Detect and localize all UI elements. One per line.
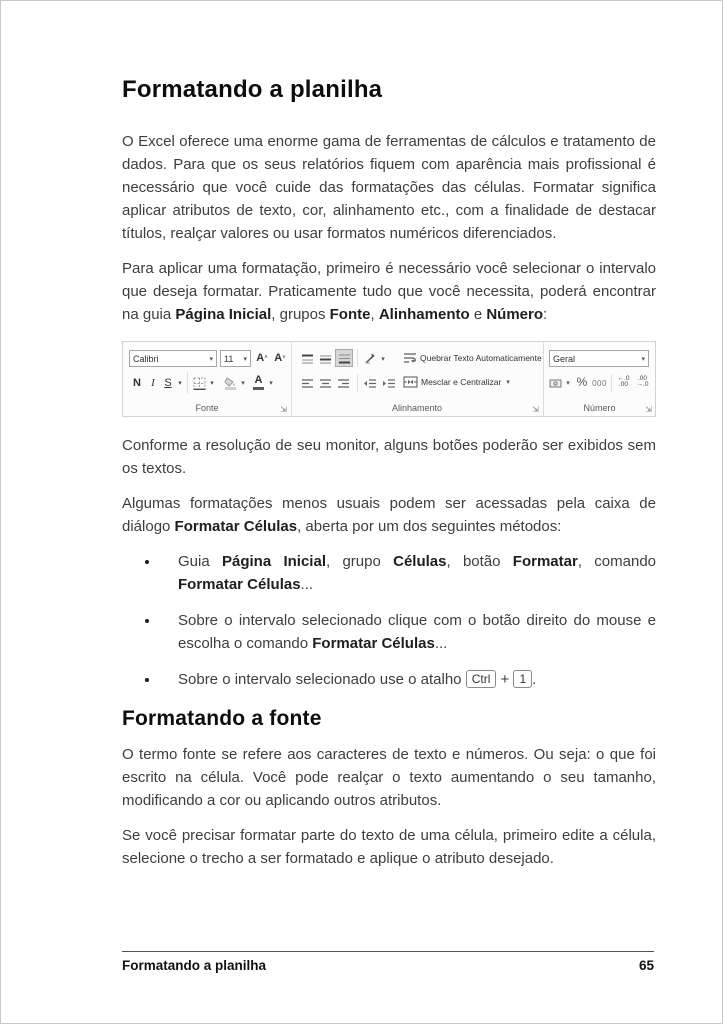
number-format-combo (549, 350, 649, 367)
bold-text-segment: Número (486, 306, 544, 323)
align-middle-icon (319, 354, 332, 365)
align-top-icon (301, 354, 314, 365)
borders-dropdown: ▾ (210, 380, 214, 387)
wrap-text-button (403, 350, 542, 366)
chevron-down-icon: ▾ (209, 355, 213, 363)
accounting-format-icon (549, 378, 562, 389)
paragraph-resolution (122, 434, 656, 480)
text-segment: , (370, 306, 379, 323)
font-color-button (251, 373, 266, 391)
text-segment: + (496, 671, 514, 688)
bold-text-segment: Formatar Células (312, 635, 435, 652)
grow-font-icon: A (256, 352, 265, 364)
chevron-down-icon: ▾ (506, 379, 510, 386)
paragraph-partial-format (122, 824, 656, 870)
text-segment: Se você precisar formatar parte do texto de uma célula, primeiro edite a célula, selecione o trecho a ser formatado e aplique o atributo desejado. (122, 827, 656, 867)
italic-icon: I (151, 377, 155, 389)
group-label-fonte: Fonte (195, 403, 219, 413)
text-segment: , comando (577, 553, 656, 570)
dialog-launcher-icon: ⇲ (280, 405, 287, 414)
align-left-button (299, 375, 315, 391)
ribbon-group-alinhamento (291, 342, 544, 416)
font-size-combo (220, 350, 251, 367)
number-format-value: Geral (553, 353, 576, 364)
italic-button (147, 375, 159, 391)
footer-chapter-title: Formatando a planilha (122, 958, 267, 973)
decrease-decimal-bottom: →.0 (636, 381, 649, 388)
align-top-button (299, 351, 315, 367)
text-segment: Algumas formatações menos usuais podem ser acessadas pela caixa de diálogo (122, 495, 656, 535)
font-color-letter: A (254, 373, 263, 386)
font-name-value: Calibri (133, 353, 159, 364)
text-segment: O Excel oferece uma enorme gama de ferramentas de cálculos e tratamento de dados. Para que os seus relatórios fiquem com aparência mais profissional é necessário que você cuide das formatações das células. Formatar significa aplicar atributos de texto, cor, alinhamento etc., com a finalidade de destacar títulos, realçar valores ou usar formatos numéricos diferenciados. (122, 133, 656, 242)
group-label-numero: Número (583, 403, 616, 413)
align-left-icon (301, 378, 314, 389)
paragraph-apply-format (122, 257, 656, 326)
increase-decimal-bottom: .00 (618, 381, 629, 388)
text-segment: Sobre o intervalo selecionado clique com o botão direito do mouse e escolha o comando (178, 612, 656, 652)
methods-list (122, 550, 656, 691)
underline-icon: S (164, 377, 172, 389)
chevron-down-icon: ▾ (641, 355, 645, 363)
font-color-icon (252, 375, 265, 390)
underline-button (161, 375, 175, 391)
text-segment: . (532, 671, 537, 688)
font-color-dropdown: ▾ (269, 380, 273, 387)
increase-decimal-button (615, 373, 632, 391)
font-size-value: 11 (224, 353, 234, 364)
bold-text-segment: Formatar Células (178, 576, 301, 593)
wrap-text-icon (403, 352, 417, 364)
page-title: Formatando a planilha (122, 76, 383, 103)
orientation-button (362, 351, 378, 367)
text-segment: Para aplicar uma formatação, primeiro é necessário você selecionar o intervalo que deseja formatar. Praticamente tudo que você necessita, poderá encontrar na guia (122, 260, 656, 323)
decrease-indent-button (362, 375, 378, 391)
paragraph-font-term (122, 743, 656, 812)
text-segment: , botão (446, 553, 513, 570)
accounting-format-dropdown: ▾ (566, 380, 570, 387)
align-right-button (335, 375, 351, 391)
key-cap-ctrl: Ctrl (466, 670, 497, 688)
fill-color-button (223, 375, 238, 391)
bold-button (130, 375, 144, 391)
increase-indent-button (381, 375, 397, 391)
decrease-decimal-button (634, 373, 651, 391)
bold-text-segment: Células (393, 553, 447, 570)
align-right-icon (337, 378, 350, 389)
borders-button (192, 375, 207, 391)
comma-style-icon: 000 (592, 378, 607, 388)
shrink-font-button: A ˅ (274, 352, 286, 364)
list-item (160, 668, 656, 691)
text-segment: : (543, 306, 548, 323)
merge-center-label: Mesclar e Centralizar (421, 377, 502, 387)
fill-color-icon (224, 377, 237, 390)
bold-text-segment: Alinhamento (378, 306, 470, 323)
comma-style-button (591, 375, 608, 391)
bold-text-segment: Fonte (329, 306, 371, 323)
text-segment: , grupos (271, 306, 330, 323)
key-cap-1: 1 (513, 670, 532, 688)
wrap-text-label: Quebrar Texto Automaticamente (420, 353, 542, 363)
text-segment: , aberta por um dos seguintes métodos: (297, 518, 562, 535)
paragraph-intro (122, 130, 656, 245)
text-segment: , grupo (325, 553, 394, 570)
dialog-launcher-icon: ⇲ (532, 405, 539, 414)
decrease-indent-icon (363, 378, 377, 389)
bold-text-segment: Página Inicial (221, 553, 326, 570)
excel-ribbon-screenshot (122, 341, 656, 417)
align-bottom-button (335, 349, 353, 367)
underline-dropdown: ▾ (178, 380, 182, 387)
ribbon-group-fonte (123, 342, 292, 416)
orientation-dropdown: ▾ (381, 356, 385, 363)
text-segment: Sobre o intervalo selecionado use o atalho (178, 671, 466, 688)
merge-center-button (403, 374, 510, 390)
text-segment: O termo fonte se refere aos caracteres de texto e números. Ou seja: o que foi escrito na célula. Você pode realçar o texto aumentando o seu tamanho, modificando a cor ou aplicando outros atributos. (122, 746, 656, 809)
borders-icon (193, 377, 206, 390)
align-middle-button (317, 351, 333, 367)
page-footer (122, 951, 654, 973)
bold-text-segment: Página Inicial (175, 306, 272, 323)
fill-color-dropdown: ▾ (241, 380, 245, 387)
list-item (160, 609, 656, 655)
section-title: Formatando a fonte (122, 707, 322, 730)
dialog-launcher-icon: ⇲ (645, 405, 652, 414)
grow-font-button: A ˄ (256, 352, 268, 364)
align-center-button (317, 375, 333, 391)
text-segment: ... (300, 576, 314, 593)
group-label-alinhamento: Alinhamento (391, 403, 443, 413)
orientation-icon (364, 353, 377, 365)
merge-center-icon (403, 376, 418, 388)
ribbon-group-numero (543, 342, 656, 416)
align-bottom-icon (338, 353, 351, 364)
decrease-decimal-top: .00 (637, 375, 648, 382)
text-segment: e (469, 306, 487, 323)
text-segment: ... (434, 635, 448, 652)
list-item (160, 550, 656, 596)
shrink-font-icon: A (274, 352, 283, 364)
text-segment: Conforme a resolução de seu monitor, alguns botões poderão ser exibidos sem os textos. (122, 437, 656, 477)
chevron-down-icon: ▾ (243, 355, 247, 363)
text-segment: Guia (178, 553, 222, 570)
align-center-icon (319, 378, 332, 389)
paragraph-format-cells (122, 492, 656, 538)
increase-indent-icon (382, 378, 396, 389)
decrease-decimal-icon (637, 376, 649, 388)
accounting-format-button (548, 375, 563, 391)
increase-decimal-icon (618, 376, 630, 388)
percent-icon: % (576, 375, 588, 389)
bold-text-segment: Formatar Células (174, 518, 298, 535)
percent-style-button (574, 373, 590, 391)
bold-text-segment: Formatar (512, 553, 578, 570)
bold-icon: N (133, 377, 141, 389)
footer-page-number: 65 (638, 958, 654, 973)
increase-decimal-top: ←.0 (617, 375, 630, 382)
page-content (122, 1, 656, 870)
font-name-combo (129, 350, 217, 367)
